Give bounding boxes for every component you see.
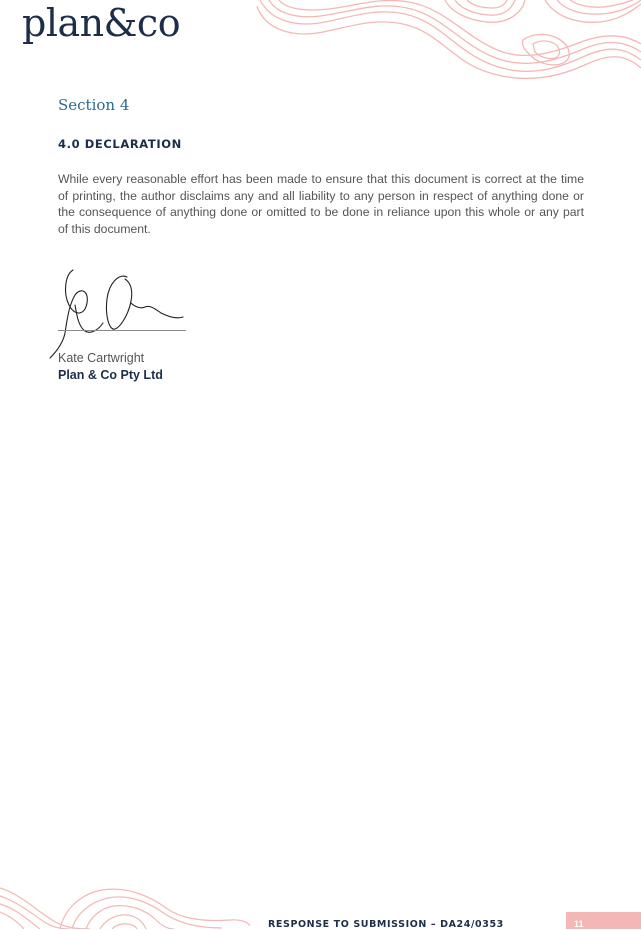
handwritten-signature: [45, 265, 190, 360]
signatory-name: Kate Cartwright: [58, 351, 145, 365]
topographic-decoration-top: [255, 0, 641, 80]
topographic-decoration-bottom: [0, 880, 250, 929]
footer-document-title: RESPONSE TO SUBMISSION – DA24/0353: [268, 919, 504, 930]
page-number: 11: [574, 919, 584, 929]
declaration-body: While every reasonable effort has been made to ensure that this document is correct at the time of printing, the author disclaims any and all liability to any person in respect of anything done or the consequence of anything done or omitted to be done in reliance upon this whole or any part of this document.: [58, 172, 584, 236]
company-name: Plan & Co Pty Ltd: [58, 368, 163, 382]
signature-line: [58, 330, 186, 331]
section-label: Section 4: [58, 96, 130, 114]
page-number-badge: [566, 912, 641, 929]
declaration-heading: 4.0 DECLARATION: [58, 137, 182, 151]
plan-co-logo: plan&co: [22, 1, 181, 45]
